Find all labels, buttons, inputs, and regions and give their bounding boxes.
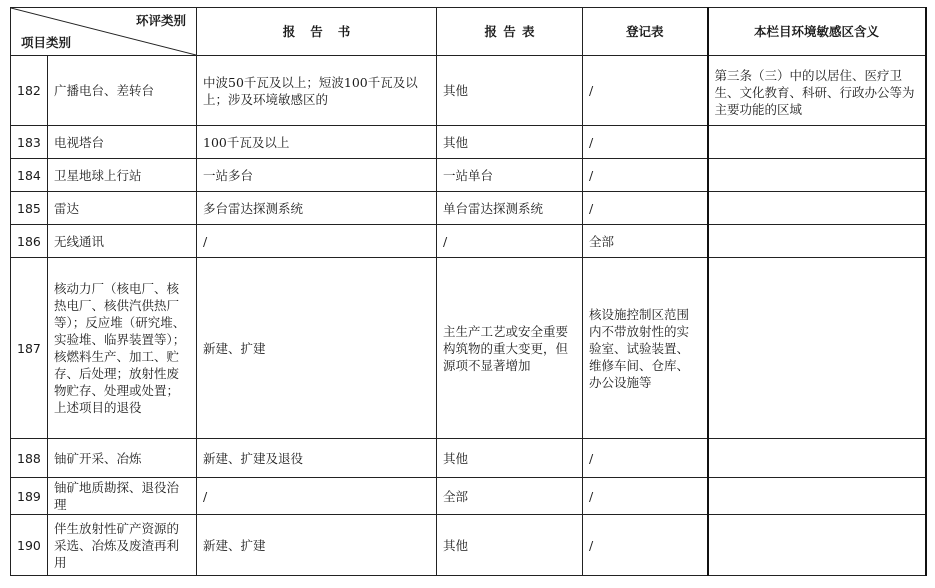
sensitive-area-cell xyxy=(708,515,926,576)
row-number: 184 xyxy=(11,159,48,192)
project-name: 雷达 xyxy=(48,192,197,225)
register-cell: 全部 xyxy=(583,225,708,258)
classification-table xyxy=(10,7,927,576)
report-form-cell: / xyxy=(437,225,583,258)
report-form-cell: 单台雷达探测系统 xyxy=(437,192,583,225)
report-form-cell: 其他 xyxy=(437,56,583,126)
row-number: 182 xyxy=(11,56,48,126)
project-name: 无线通讯 xyxy=(48,225,197,258)
table-row xyxy=(11,439,926,478)
row-number: 190 xyxy=(11,515,48,576)
report-form-cell: 其他 xyxy=(437,126,583,159)
report-form-cell: 一站单台 xyxy=(437,159,583,192)
register-cell: / xyxy=(583,56,708,126)
sensitive-area-cell xyxy=(708,225,926,258)
register-cell: / xyxy=(583,126,708,159)
report-form-cell: 全部 xyxy=(437,478,583,515)
header-sensitive-area: 本栏目环境敏感区含义 xyxy=(708,8,926,56)
project-name: 核动力厂（核电厂、核热电厂、核供汽供热厂等）；反应堆（研究堆、实验堆、临界装置等）；核燃料生产、加工、贮存、后处理；放射性废物贮存、处理或处置；上述项目的退役 xyxy=(48,258,197,439)
sensitive-area-cell xyxy=(708,439,926,478)
sensitive-area-cell xyxy=(708,192,926,225)
sensitive-area-cell: 第三条（三）中的以居住、医疗卫生、文化教育、科研、行政办公等为主要功能的区域 xyxy=(708,56,926,126)
report-book-cell: 一站多台 xyxy=(197,159,437,192)
register-cell: / xyxy=(583,478,708,515)
header-report-book: 报告书 xyxy=(197,8,437,56)
row-number: 186 xyxy=(11,225,48,258)
project-name: 卫星地球上行站 xyxy=(48,159,197,192)
sensitive-area-cell xyxy=(708,126,926,159)
sensitive-area-cell xyxy=(708,478,926,515)
register-cell: / xyxy=(583,439,708,478)
table-row xyxy=(11,192,926,225)
env-category-label: 环评类别 xyxy=(135,13,186,28)
report-book-cell: 100千瓦及以上 xyxy=(197,126,437,159)
table-header-row xyxy=(11,8,926,56)
sensitive-area-cell xyxy=(708,159,926,192)
report-book-cell: 中波50千瓦及以上；短波100千瓦及以上；涉及环境敏感区的 xyxy=(197,56,437,126)
report-book-cell: 多台雷达探测系统 xyxy=(197,192,437,225)
report-form-cell: 主生产工艺或安全重要构筑物的重大变更，但源项不显著增加 xyxy=(437,258,583,439)
table-row xyxy=(11,56,926,126)
header-register-form: 登记表 xyxy=(583,8,708,56)
row-number: 188 xyxy=(11,439,48,478)
report-form-cell: 其他 xyxy=(437,515,583,576)
table-row xyxy=(11,159,926,192)
project-name: 铀矿地质勘探、退役治理 xyxy=(48,478,197,515)
register-cell: 核设施控制区范围内不带放射性的实验室、试验装置、维修车间、仓库、办公设施等 xyxy=(583,258,708,439)
report-form-cell: 其他 xyxy=(437,439,583,478)
table-row xyxy=(11,126,926,159)
register-cell: / xyxy=(583,515,708,576)
row-number: 187 xyxy=(11,258,48,439)
table-row xyxy=(11,515,926,576)
table-row xyxy=(11,258,926,439)
project-name: 伴生放射性矿产资源的采选、冶炼及废渣再利用 xyxy=(48,515,197,576)
register-cell: / xyxy=(583,192,708,225)
report-book-cell: 新建、扩建 xyxy=(197,258,437,439)
table-row xyxy=(11,478,926,515)
project-category-label: 项目类别 xyxy=(21,35,72,50)
project-name: 电视塔台 xyxy=(48,126,197,159)
report-book-cell: 新建、扩建及退役 xyxy=(197,439,437,478)
report-book-cell: / xyxy=(197,478,437,515)
header-report-form: 报告表 xyxy=(437,8,583,56)
report-book-cell: 新建、扩建 xyxy=(197,515,437,576)
diagonal-header-cell xyxy=(11,8,197,56)
row-number: 189 xyxy=(11,478,48,515)
report-book-cell: / xyxy=(197,225,437,258)
project-name: 铀矿开采、冶炼 xyxy=(48,439,197,478)
row-number: 183 xyxy=(11,126,48,159)
project-name: 广播电台、差转台 xyxy=(48,56,197,126)
table-row xyxy=(11,225,926,258)
register-cell: / xyxy=(583,159,708,192)
sensitive-area-cell xyxy=(708,258,926,439)
row-number: 185 xyxy=(11,192,48,225)
